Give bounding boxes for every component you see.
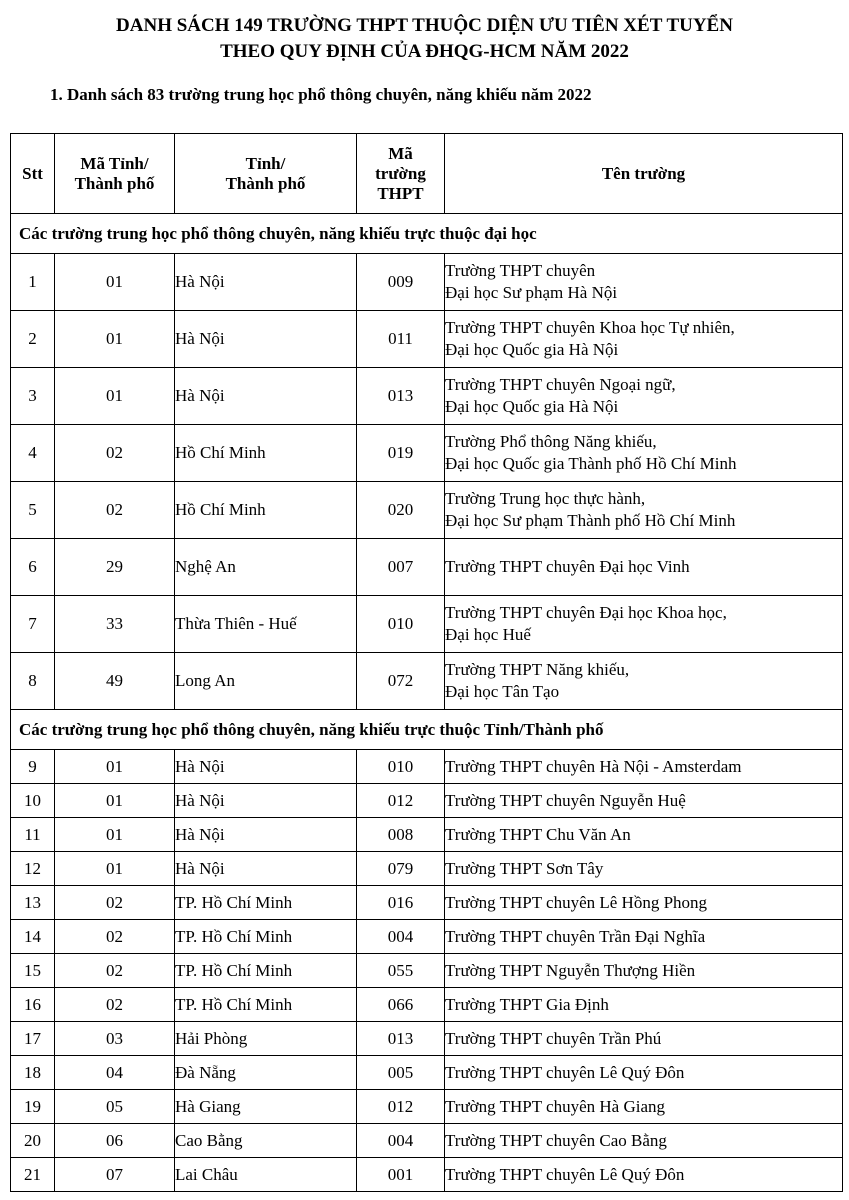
cell-stt: 1 — [11, 254, 55, 311]
cell-ten-truong: Trường THPT chuyên Hà Giang — [445, 1090, 843, 1124]
cell-stt: 16 — [11, 988, 55, 1022]
cell-stt: 14 — [11, 920, 55, 954]
cell-tinh: Hà Nội — [175, 784, 357, 818]
cell-ten-truong: Trường THPT chuyên Trần Đại Nghĩa — [445, 920, 843, 954]
table-row — [11, 482, 843, 539]
cell-ma-truong: 010 — [357, 596, 445, 653]
cell-tinh: Hà Nội — [175, 254, 357, 311]
cell-ma-truong: 013 — [357, 368, 445, 425]
school-name-line1: Trường THPT chuyên Ngoại ngữ, — [445, 375, 676, 394]
school-name-line2: Đại học Quốc gia Hà Nội — [445, 397, 619, 416]
cell-ten-truong — [445, 254, 843, 311]
cell-ma-tinh: 49 — [55, 653, 175, 710]
cell-ma-tinh: 02 — [55, 482, 175, 539]
table-row — [11, 425, 843, 482]
cell-ten-truong: Trường THPT chuyên Hà Nội - Amsterdam — [445, 750, 843, 784]
cell-ma-truong: 012 — [357, 1090, 445, 1124]
school-name-line2: Đại học Tân Tạo — [445, 682, 560, 701]
cell-ten-truong: Trường THPT Sơn Tây — [445, 852, 843, 886]
section-heading: Các trường trung học phổ thông chuyên, năng khiếu trực thuộc đại học — [11, 214, 843, 254]
cell-stt: 12 — [11, 852, 55, 886]
cell-tinh: Thừa Thiên - Huế — [175, 596, 357, 653]
cell-ma-tinh: 02 — [55, 886, 175, 920]
section-row-university — [11, 214, 843, 254]
school-name-line1: Trường Phổ thông Năng khiếu, — [445, 432, 657, 451]
section-heading: Các trường trung học phổ thông chuyên, năng khiếu trực thuộc Tỉnh/Thành phố — [11, 710, 843, 750]
table-row — [11, 988, 843, 1022]
school-name-line2: Đại học Sư phạm Hà Nội — [445, 283, 618, 302]
school-name-line2: Đại học Quốc gia Thành phố Hồ Chí Minh — [445, 454, 737, 473]
school-name-line1: Trường THPT chuyên Khoa học Tự nhiên, — [445, 318, 735, 337]
document-title-line1: DANH SÁCH 149 TRƯỜNG THPT THUỘC DIỆN ƯU TIÊN XÉT TUYỂN — [116, 15, 733, 36]
cell-ma-tinh: 04 — [55, 1056, 175, 1090]
school-name-line2: Đại học Quốc gia Hà Nội — [445, 340, 619, 359]
cell-ten-truong — [445, 596, 843, 653]
cell-ma-tinh: 01 — [55, 368, 175, 425]
cell-ma-truong: 072 — [357, 653, 445, 710]
cell-ma-truong: 066 — [357, 988, 445, 1022]
cell-ma-tinh: 01 — [55, 818, 175, 852]
cell-stt: 17 — [11, 1022, 55, 1056]
cell-ma-tinh: 02 — [55, 920, 175, 954]
cell-tinh: Hồ Chí Minh — [175, 425, 357, 482]
cell-stt: 4 — [11, 425, 55, 482]
cell-ma-truong: 013 — [357, 1022, 445, 1056]
cell-stt: 5 — [11, 482, 55, 539]
school-name-line1: Trường THPT chuyên Đại học Khoa học, — [445, 603, 727, 622]
cell-ma-tinh: 01 — [55, 784, 175, 818]
cell-ten-truong: Trường THPT chuyên Lê Quý Đôn — [445, 1158, 843, 1192]
table-header-row — [11, 134, 843, 214]
cell-tinh: TP. Hồ Chí Minh — [175, 954, 357, 988]
table-row — [11, 653, 843, 710]
table-row — [11, 368, 843, 425]
cell-ma-truong: 004 — [357, 920, 445, 954]
header-tinh: Tỉnh/ Thành phố — [175, 134, 357, 214]
cell-ten-truong — [445, 653, 843, 710]
cell-stt: 6 — [11, 539, 55, 596]
school-name-line1: Trường THPT Năng khiếu, — [445, 660, 630, 679]
cell-ma-truong: 016 — [357, 886, 445, 920]
cell-ma-truong: 004 — [357, 1124, 445, 1158]
cell-ten-truong — [445, 311, 843, 368]
cell-ten-truong: Trường THPT Chu Văn An — [445, 818, 843, 852]
section-row-province — [11, 710, 843, 750]
school-name-line1: Trường THPT chuyên — [445, 261, 596, 280]
table-row — [11, 596, 843, 653]
cell-ma-truong: 005 — [357, 1056, 445, 1090]
cell-ma-tinh: 02 — [55, 988, 175, 1022]
cell-stt: 13 — [11, 886, 55, 920]
cell-ma-tinh: 02 — [55, 954, 175, 988]
cell-tinh: Hồ Chí Minh — [175, 482, 357, 539]
cell-ma-tinh: 02 — [55, 425, 175, 482]
cell-stt: 10 — [11, 784, 55, 818]
cell-ma-tinh: 03 — [55, 1022, 175, 1056]
cell-tinh: Hà Giang — [175, 1090, 357, 1124]
table-row — [11, 750, 843, 784]
table-row — [11, 254, 843, 311]
cell-ten-truong: Trường THPT chuyên Lê Quý Đôn — [445, 1056, 843, 1090]
cell-ma-truong: 019 — [357, 425, 445, 482]
cell-ma-tinh: 05 — [55, 1090, 175, 1124]
cell-tinh: Hà Nội — [175, 750, 357, 784]
cell-ma-tinh: 01 — [55, 254, 175, 311]
cell-ten-truong: Trường THPT chuyên Lê Hồng Phong — [445, 886, 843, 920]
cell-ten-truong: Trường THPT chuyên Nguyễn Huệ — [445, 784, 843, 818]
cell-ten-truong: Trường THPT Gia Định — [445, 988, 843, 1022]
table-row — [11, 852, 843, 886]
table-row — [11, 1056, 843, 1090]
cell-tinh: Cao Bằng — [175, 1124, 357, 1158]
cell-tinh: TP. Hồ Chí Minh — [175, 920, 357, 954]
cell-ma-truong: 079 — [357, 852, 445, 886]
table-row — [11, 784, 843, 818]
cell-ma-truong: 001 — [357, 1158, 445, 1192]
cell-tinh: TP. Hồ Chí Minh — [175, 988, 357, 1022]
table-row — [11, 1090, 843, 1124]
cell-ma-tinh: 01 — [55, 311, 175, 368]
cell-ma-tinh: 29 — [55, 539, 175, 596]
cell-stt: 19 — [11, 1090, 55, 1124]
cell-ma-tinh: 06 — [55, 1124, 175, 1158]
cell-ma-tinh: 01 — [55, 852, 175, 886]
cell-tinh: Long An — [175, 653, 357, 710]
table-row — [11, 954, 843, 988]
cell-ten-truong: Trường THPT chuyên Trần Phú — [445, 1022, 843, 1056]
cell-ten-truong — [445, 368, 843, 425]
cell-stt: 18 — [11, 1056, 55, 1090]
cell-ten-truong — [445, 539, 843, 596]
cell-stt: 9 — [11, 750, 55, 784]
cell-ma-truong: 012 — [357, 784, 445, 818]
cell-tinh: Hà Nội — [175, 852, 357, 886]
table-row — [11, 1022, 843, 1056]
table-row — [11, 1124, 843, 1158]
cell-tinh: Hải Phòng — [175, 1022, 357, 1056]
school-name-line2: Đại học Huế — [445, 625, 531, 644]
cell-tinh: Lai Châu — [175, 1158, 357, 1192]
cell-tinh: Đà Nẵng — [175, 1056, 357, 1090]
cell-tinh: TP. Hồ Chí Minh — [175, 886, 357, 920]
cell-ma-tinh: 33 — [55, 596, 175, 653]
cell-stt: 15 — [11, 954, 55, 988]
table-row — [11, 818, 843, 852]
cell-stt: 2 — [11, 311, 55, 368]
cell-ma-truong: 007 — [357, 539, 445, 596]
cell-ma-tinh: 07 — [55, 1158, 175, 1192]
cell-ma-truong: 008 — [357, 818, 445, 852]
cell-ma-tinh: 01 — [55, 750, 175, 784]
cell-ten-truong — [445, 425, 843, 482]
table-row — [11, 539, 843, 596]
school-name-line2: Đại học Sư phạm Thành phố Hồ Chí Minh — [445, 511, 736, 530]
table-row — [11, 311, 843, 368]
document-title-line2: THEO QUY ĐỊNH CỦA ĐHQG-HCM NĂM 2022 — [220, 41, 629, 62]
cell-stt: 20 — [11, 1124, 55, 1158]
cell-ma-truong: 010 — [357, 750, 445, 784]
table-row — [11, 886, 843, 920]
cell-stt: 3 — [11, 368, 55, 425]
schools-table — [10, 133, 843, 1192]
school-name-line1: Trường THPT chuyên Đại học Vinh — [445, 557, 690, 576]
table-row — [11, 920, 843, 954]
cell-tinh: Hà Nội — [175, 818, 357, 852]
cell-ma-truong: 011 — [357, 311, 445, 368]
cell-stt: 8 — [11, 653, 55, 710]
header-ma-tinh: Mã Tỉnh/ Thành phố — [55, 134, 175, 214]
cell-ma-truong: 009 — [357, 254, 445, 311]
cell-ten-truong — [445, 482, 843, 539]
cell-stt: 7 — [11, 596, 55, 653]
header-ten-truong: Tên trường — [445, 134, 843, 214]
table-row — [11, 1158, 843, 1192]
cell-ten-truong: Trường THPT Nguyễn Thượng Hiền — [445, 954, 843, 988]
cell-ten-truong: Trường THPT chuyên Cao Bằng — [445, 1124, 843, 1158]
cell-tinh: Hà Nội — [175, 368, 357, 425]
cell-stt: 21 — [11, 1158, 55, 1192]
header-stt: Stt — [11, 134, 55, 214]
cell-ma-truong: 055 — [357, 954, 445, 988]
section-subtitle: 1. Danh sách 83 trường trung học phổ thông chuyên, năng khiếu năm 2022 — [50, 85, 592, 104]
cell-stt: 11 — [11, 818, 55, 852]
cell-tinh: Hà Nội — [175, 311, 357, 368]
cell-tinh: Nghệ An — [175, 539, 357, 596]
header-ma-truong: Mã trường THPT — [357, 134, 445, 214]
cell-ma-truong: 020 — [357, 482, 445, 539]
school-name-line1: Trường Trung học thực hành, — [445, 489, 646, 508]
